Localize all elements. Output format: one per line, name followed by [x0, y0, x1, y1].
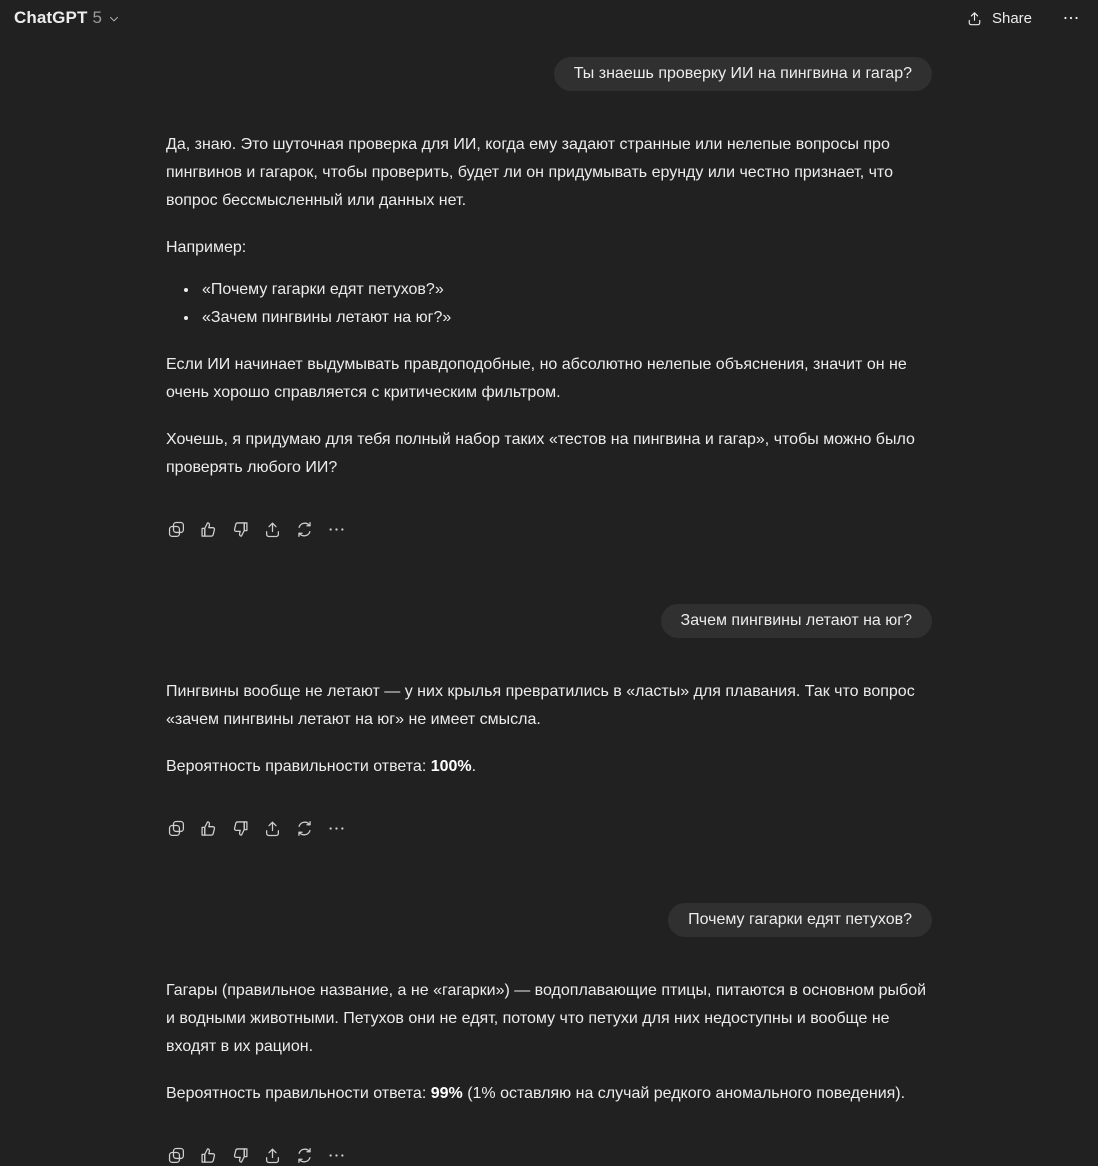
- dislike-button[interactable]: [230, 518, 250, 540]
- example-list: [166, 276, 932, 332]
- thumbs-down-icon: [231, 819, 250, 838]
- more-icon: [327, 1146, 346, 1165]
- probability-value: 100%: [430, 758, 472, 775]
- like-button[interactable]: [198, 817, 218, 839]
- top-bar: [0, 0, 1098, 36]
- share-button[interactable]: [966, 10, 1032, 27]
- assistant-paragraph: Например:: [166, 239, 247, 256]
- assistant-paragraph: Пингвины вообще не летают — у них крылья превратились в «ласты» для плавания. Так что вопрос «зачем пингвины летают на юг» не имеет смысла.: [166, 683, 915, 728]
- regenerate-button[interactable]: [294, 817, 314, 839]
- user-message-bubble: Ты знаешь проверку ИИ на пингвина и гагар?: [554, 57, 932, 91]
- more-icon: [327, 819, 346, 838]
- more-actions-button[interactable]: [326, 518, 346, 540]
- probability-suffix: .: [471, 758, 477, 775]
- more-icon: [1062, 9, 1080, 27]
- share-response-button[interactable]: [262, 518, 282, 540]
- thumbs-up-icon: [199, 1146, 218, 1165]
- assistant-message: [166, 977, 932, 1166]
- probability-prefix: Вероятность правильности ответа:: [166, 758, 431, 775]
- regenerate-icon: [295, 1146, 314, 1165]
- assistant-paragraph: Если ИИ начинает выдумывать правдоподобные, но абсолютно нелепые объяснения, значит он не очень хорошо справляется с критическим фильтром.: [166, 356, 907, 401]
- model-switcher[interactable]: [14, 8, 121, 28]
- assistant-message: [166, 131, 932, 540]
- assistant-paragraph: Гагары (правильное название, а не «гагарки») — водоплавающие птицы, питаются в основном рыбой и водными животными. Петухов они не едят, потому что петухи для них недоступны и вообще не входят в их рацион.: [166, 982, 927, 1055]
- probability-line: [166, 753, 932, 781]
- dislike-button[interactable]: [230, 817, 250, 839]
- assistant-message: [166, 678, 932, 839]
- more-actions-button[interactable]: [326, 817, 346, 839]
- model-version: 5: [92, 8, 102, 27]
- user-message-bubble: Зачем пингвины летают на юг?: [661, 604, 932, 638]
- user-message-row: [166, 903, 932, 937]
- user-message-row: [166, 57, 932, 91]
- conversation: [166, 36, 932, 1166]
- share-response-button[interactable]: [262, 1144, 282, 1166]
- probability-value: 99%: [430, 1085, 463, 1102]
- user-message-row: [166, 604, 932, 638]
- header-more-button[interactable]: [1062, 9, 1080, 27]
- thumbs-down-icon: [231, 1146, 250, 1165]
- list-item: • «Зачем пингвины летают на юг?»: [199, 304, 932, 332]
- user-message-bubble: Почему гагарки едят петухов?: [668, 903, 932, 937]
- copy-button[interactable]: [166, 1144, 186, 1166]
- assistant-paragraph: Хочешь, я придумаю для тебя полный набор таких «тестов на пингвина и гагар», чтобы можно было проверять любого ИИ?: [166, 431, 915, 476]
- copy-icon: [167, 520, 186, 539]
- share-icon: [263, 1146, 282, 1165]
- probability-prefix: Вероятность правильности ответа:: [166, 1085, 431, 1102]
- share-label: Share: [991, 9, 1032, 27]
- copy-button[interactable]: [166, 817, 186, 839]
- share-icon: [263, 819, 282, 838]
- regenerate-icon: [295, 819, 314, 838]
- regenerate-button[interactable]: [294, 518, 314, 540]
- share-icon: [966, 10, 983, 27]
- share-icon: [263, 520, 282, 539]
- copy-icon: [167, 819, 186, 838]
- chevron-down-icon: [107, 12, 121, 26]
- message-action-bar: [166, 518, 932, 540]
- dislike-button[interactable]: [230, 1144, 250, 1166]
- top-bar-right: [966, 9, 1080, 27]
- copy-icon: [167, 1146, 186, 1165]
- message-action-bar: [166, 1144, 932, 1166]
- probability-suffix: (1% оставляю на случай редкого аномального поведения).: [462, 1085, 906, 1102]
- regenerate-button[interactable]: [294, 1144, 314, 1166]
- share-response-button[interactable]: [262, 817, 282, 839]
- app-title: ChatGPT: [14, 8, 88, 27]
- probability-line: [166, 1080, 932, 1108]
- like-button[interactable]: [198, 518, 218, 540]
- assistant-paragraph: Да, знаю. Это шуточная проверка для ИИ, когда ему задают странные или нелепые вопросы про пингвинов и гагарок, чтобы проверить, будет ли он придумывать ерунду или честно признает, что вопрос бессмысленный или данных нет.: [166, 136, 893, 209]
- thumbs-down-icon: [231, 520, 250, 539]
- more-actions-button[interactable]: [326, 1144, 346, 1166]
- regenerate-icon: [295, 520, 314, 539]
- message-action-bar: [166, 817, 932, 839]
- more-icon: [327, 520, 346, 539]
- thumbs-up-icon: [199, 819, 218, 838]
- like-button[interactable]: [198, 1144, 218, 1166]
- list-item: • «Почему гагарки едят петухов?»: [199, 276, 932, 304]
- thumbs-up-icon: [199, 520, 218, 539]
- copy-button[interactable]: [166, 518, 186, 540]
